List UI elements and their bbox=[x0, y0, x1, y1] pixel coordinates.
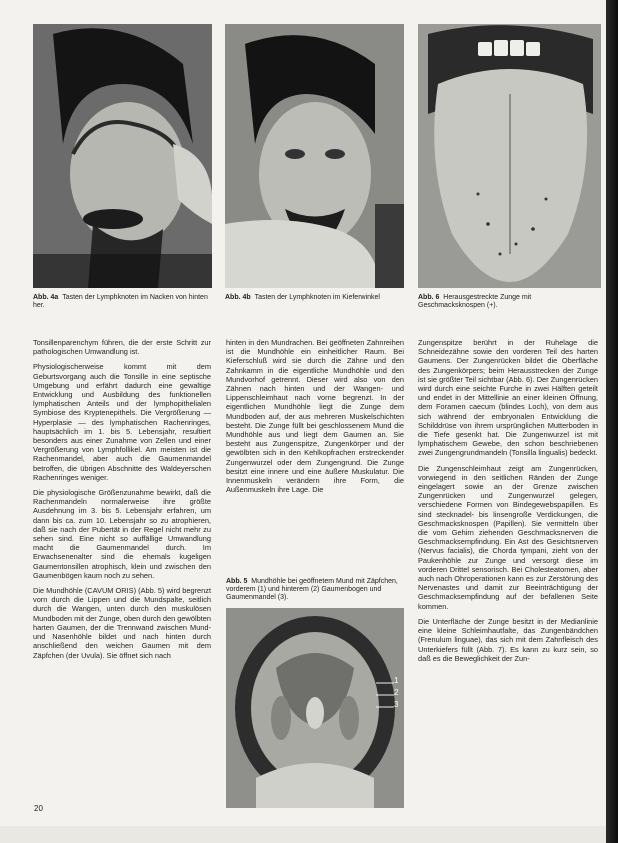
paragraph: Tonsillenparenchym führen, die der erste Schritt zur pathologischen Umwandlung ist. bbox=[33, 338, 211, 357]
paragraph: hinten in den Mundrachen. Bei geöffneten Zahnreihen ist die Mundhöhle ein einheitlicher Raum. Bei Kieferschluß wird sie durch die Zähne und den Zahnkamm in die eigentliche Mundhöhle und den Mundvorhof getrennt. Dieser wird also von den Zähnen nach hinten und der Wangen- und Lippenschleimhaut nach vorne begrenzt. In der eigentlichen Mundhöhle liegt die Zunge dem Mundboden auf, der aus mehreren Muskelschichten besteht. Die Zunge füllt bei geschlossenem Mund die Mundhöhle aus und liegt dem Gaumen an. Sie besteht aus Zungenspitze, Zungenkörper und der gewölbten sich in den Kehlkopfrachen erstreckender Zungenwurzel oder dem Zungengrund. Die Zunge besitzt eine innere und eine äußere Muskulatur. Die Innenmuskeln verändern ihre Form, die Außenmuskeln ihre Lage. Die bbox=[226, 338, 404, 495]
paragraph: Die Zungenschleimhaut zeigt am Zungenrücken, vorwiegend in den seitlichen Ränden der Zunge eingelagert sowie an der Grenze zwischen Zungenrücken und Zungenwurzel gelegen, verschiedene Formen von Bindegewebspapillen. Es sind stecknadel- bis linsengroße Verdickungen, die Geschmacksknospen (Papillen). Sie vermitteln über die vom Gehirn ziehenden Geschmacksnerven die Geschmacksempfindung. Ein Ast des Gesichtsnerven (Nervus facialis), die Chorda tympani, zieht von der Paukenhöhle zur Zunge und versorgt diese im vorderen Drittel sensorisch. Bei Cholesteatomen, aber auch nach Ohroperationen kann es zur Zerstörung des Nervenastes und damit zur Beeinträchtigung der Geschmacksempfindung auf der befallenen Seite kommen. bbox=[418, 463, 598, 611]
caption-fig4a: Abb. 4a Tasten der Lymphknoten im Nacken von hinten her. bbox=[33, 294, 208, 309]
marker-2: 2 bbox=[394, 688, 399, 697]
photo-fig5-mouth-cavity bbox=[226, 608, 404, 808]
text-column-left bbox=[33, 338, 211, 666]
photo-fig4b-jaw-palpation bbox=[225, 24, 404, 288]
text-column-right bbox=[418, 338, 598, 669]
caption-fig6: Abb. 6 Herausgestreckte Zunge mit Geschmacksknospen (+). bbox=[418, 294, 532, 309]
paragraph: Die Mundhöhle (CAVUM ORIS) (Abb. 5) wird begrenzt vorn durch die Lippen und die Mundspalte, seitlich durch die Wangen, unten durch den muskulösen Mundboden mit der Zunge, oben durch den gewölbten harten Gaumen, der die Trennwand zwischen Mund- und Nasenhöhle bildet und nach hinten durch anschließend den weichen Gaumen mit dem Zäpfchen (der Uvula). Sie öffnet sich nach bbox=[33, 586, 211, 660]
marker-3: 3 bbox=[394, 700, 399, 709]
text-column-middle bbox=[226, 338, 404, 500]
book-edge-shadow bbox=[606, 0, 618, 843]
caption-fig4b: Abb. 4b Tasten der Lymphknoten im Kieferwinkel bbox=[225, 294, 380, 301]
paragraph: Zungenspitze berührt in der Ruhelage die Schneidezähne sowie den vorderen Teil des harten Gaumens. Der Zungenrücken bildet die Oberfläche des Zungenkörpers; beim Herausstrecken der Zunge ist sie größter Teil sichtbar (Abb. 6). Der Zungenrücken wird durch eine seichte Furche in zwei Hälften geteilt und endet in der Mittellinie an einer kleinen Öffnung, dem Foramen caecum (blindes Loch), von dem aus sich während der embryonalen Entwicklung die Schilddrüse von ihrem ursprünglichen Mutterboden in die Tiefe gesenkt hat. Die Zungenwurzel ist mit lymphatischem Gewebe, den schon beschriebenen zwei Zungengrundmandeln (Tonsilla lingualis) bedeckt. bbox=[418, 338, 598, 458]
page-bottom-margin bbox=[0, 826, 606, 843]
paragraph: Die Unterfläche der Zunge besitzt in der Medianlinie eine kleine Schleimhautfalte, das Zungenbändchen (Frenulum linguae), das sich mit dem Zahnfleisch des Unterkiefers füllt (Abb. 7). Es kann zu kurz sein, so daß es die Beweglichkeit der Zun- bbox=[418, 616, 598, 663]
paragraph: Die physiologische Größenzunahme bewirkt, daß die Rachenmandeln normalerweise ihre größte Ausdehnung im 3. bis 5. Lebensjahr erfahren, um dann bis ca. zum 10. Lebensjahr so zu atrophieren, daß sie nach der Pubertät in der Regel nicht mehr zu sehen sind. Eine nicht so auffällige Umwandlung macht die Gaumenmandel durch. Im Erwachsenenalter sind die ehemals kugeligen Gaumentonsillen atrophisch, klein und zwischen den Gaumenbögen kaum noch zu sehen. bbox=[33, 488, 211, 580]
caption-fig5: Abb. 5 Mundhöhle bei geöffnetem Mund mit Zäpfchen, vorderem (1) und hinterem (2) Gaumenbogen und Gaumenmandel (3). bbox=[226, 578, 398, 601]
photo-fig4a-neck-palpation bbox=[33, 24, 212, 288]
paragraph: Physiologischerweise kommt mit dem Geburtsvorgang auch die Tonsille in eine septische Umgebung und erfährt dadurch eine gewaltige Entwicklung und Ausbildung des funktionellen lymphatischen Anteils und der lymphopithelialen Symbiose des Kryptenepithels. Die Vergrößerung — Hyperplasie — des lymphatischen Rachenringes, hauptsächlich im 1. bis 5. Lebensjahr, resultiert besonders aus einer Zunahme von Zellen und einer Vergrößerung von Lymphfollikel. Am meisten ist die Rachenmandel, aber auch die Gaumenmandel betroffen, die übrigen Abschnitte des Waldeyerschen Rachenringes weniger. bbox=[33, 362, 211, 482]
photo-fig6-tongue bbox=[418, 24, 601, 288]
marker-1: 1 bbox=[394, 676, 399, 685]
page-number: 20 bbox=[34, 804, 43, 813]
